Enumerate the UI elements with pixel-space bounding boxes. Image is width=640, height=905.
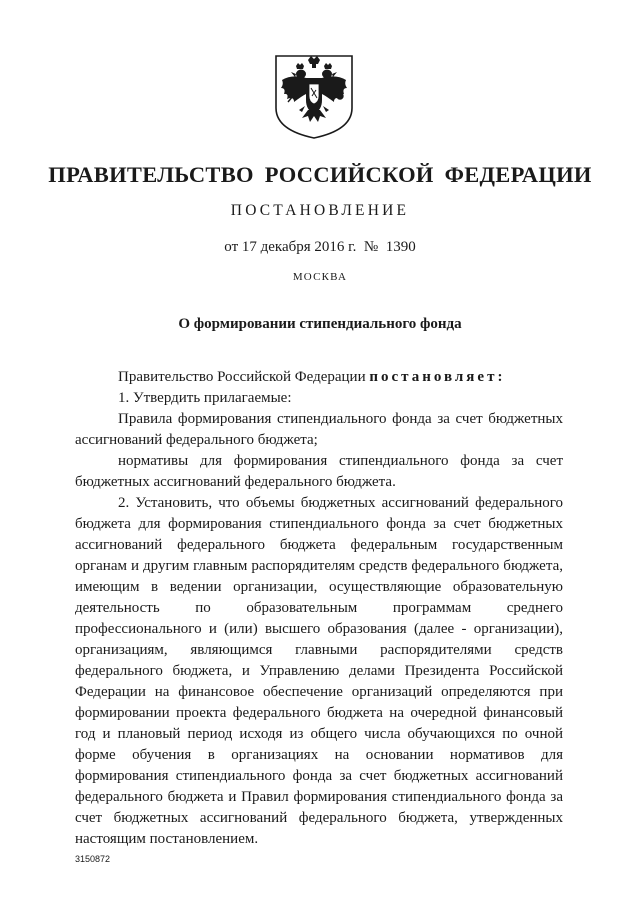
intro-lead: Правительство Российской Федерации — [118, 369, 370, 385]
paragraph-3: нормативы для формирования стипендиального фонда за счет бюджетных ассигнований федерального бюджета. — [75, 453, 563, 490]
coat-of-arms-icon — [272, 50, 356, 140]
document-subject: О формировании стипендиального фонда — [178, 316, 462, 332]
government-title: ПРАВИТЕЛЬСТВО РОССИЙСКОЙ ФЕДЕРАЦИИ — [48, 162, 592, 187]
document-type: ПОСТАНОВЛЕНИЕ — [230, 202, 410, 219]
city: МОСКВА — [292, 271, 348, 283]
date-and-number: от 17 декабря 2016 г. № 1390 — [224, 239, 416, 255]
intro-verb: постановляет: — [369, 369, 506, 385]
footer-code: 3150872 — [75, 854, 111, 864]
paragraph-4: 2. Установить, что объемы бюджетных ассигнований федерального бюджета для формирования стипендиального фонда за счет бюджетных ассигнований федерального бюджета федеральным государственным органам и другим главным распорядителям средств федерального бюджета, имеющим в ведении организации, осуществляющие образовательную деятельность по образовательным программам среднего профессионального и (или) высшего образования (далее - организации), организациям, являющимся главными распорядителями средств федерального бюджета, и Управлению делами Президента Российской Федерации на финансовое обеспечение организаций определяются при формировании проекта федерального бюджета на очередной финансовый год и плановый период исходя из общего числа обучающихся по очной форме обучения в организациях на основании нормативов для формирования стипендиального фонда за счет бюджетных ассигнований федерального бюджета и Правил формирования стипендиального фонда за счет бюджетных ассигнований федерального бюджета, утвержденных настоящим постановлением. — [75, 495, 563, 847]
intro-paragraph — [75, 367, 563, 388]
paragraph-2: Правила формирования стипендиального фонда за счет бюджетных ассигнований федерального бюджета; — [75, 411, 563, 448]
paragraph-1: 1. Утвердить прилагаемые: — [118, 390, 292, 406]
document-body — [75, 367, 563, 850]
